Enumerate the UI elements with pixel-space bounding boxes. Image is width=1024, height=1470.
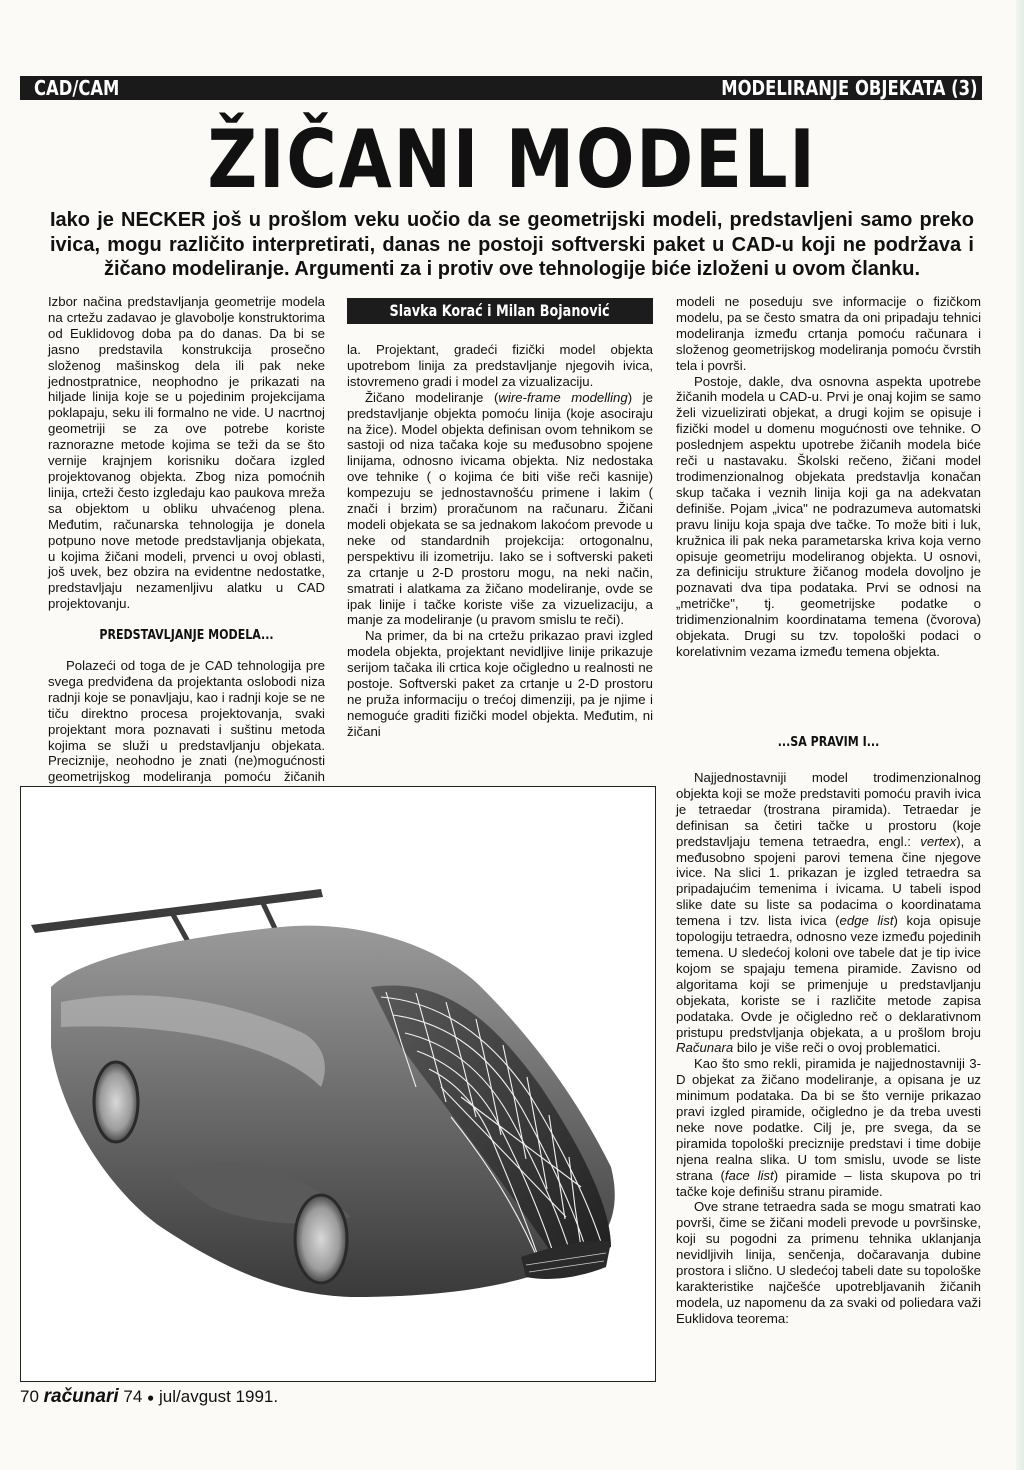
page-number: 70 <box>20 1387 39 1406</box>
text-span: ) je predstavljanje objekta pomoću linija (koje asociraju na žice). Model objekta definisan ovom tehnikom se sastoji od niza tačaka koje su međusobno spojene linijama, odnosno ivicama objekta. Niz nedostaka ove tehnike ( o kojima će biti više reči kasnije) kompezuju se jednostavnošću primene i lakim ( znači i brzim) proračunom na računaru. Žičani modeli objekata se sa jednakom lakoćom prevode u neke od standardnih projekcija: ortogonalnu, perspektivu ili izometriju. Iako se i softverski paketi za crtanje u 2-D prostoru mogu, na neki način, smatrati i alatkama za žičano modeliranje, ovde se ipak linije i tačke koriste više za vizuelizaciju, a manje za modeliranje (u pravom smislu te reči). <box>347 389 653 628</box>
term-italic: face list <box>724 1167 774 1183</box>
authors: Slavka Korać i Milan Bojanović <box>389 301 611 320</box>
text-span: ) piramide – lista skupova po tri tačke koje definišu stranu piramide. <box>676 1167 981 1199</box>
article-title: ŽIČANI MODELI <box>207 113 817 206</box>
column-2-paragraph-1: la. Projektant, gradeći fizički model objekta upotrebom linija za predstavljanje njegovih ivica, istovremeno gradi i model za vizualizaciju. <box>347 342 653 389</box>
column-3-paragraph-3 <box>676 770 981 1056</box>
column-3 <box>676 294 981 660</box>
column-3-lower <box>676 770 981 1327</box>
author-box <box>347 298 653 324</box>
front-wheel <box>295 1195 347 1283</box>
column-3-paragraph-1: modeli ne poseduju sve informacije o fizičkom modelu, pa se često smatra da oni pripadaju tehnici modeliranja između crtanja pomoću računara i složenog geometrijskog modeliranja pomoću čvrstih tela i površi. <box>676 294 981 373</box>
subhead-sa-pravim: ...SA PRAVIM I... <box>777 735 880 750</box>
issue-date: jul/avgust 1991. <box>159 1387 279 1406</box>
magazine-name: računari <box>43 1386 119 1407</box>
term-italic: wire-frame modelling <box>498 389 628 405</box>
text-span: Žičano modeliranje ( <box>365 389 499 405</box>
text-span: ) koja opisuje topologiju tetraedra, odnosno veze između pojedinih temena. U sledećoj koloni ove tabele dat je tip ivice kojom se spajaju temena piramide. Zavisno od algoritama koji se primenjuje u predstavljanju objekata, koriste se i različite metode zapisa podataka. Ovde je očigledno reč o deklarativnom pristupu predstvljanja objekata, a u prošlom broju <box>676 913 981 1040</box>
column-1-paragraph-2: Polazeći od toga de je CAD tehnologija pre svega predviđena da projektanta oslobodi niza radnji koje se ponavljaju, kao i radnji koje se ne tiču direktno procesa projektovanja, svaki projektant mora poznavati i suštinu metoda kojima se služi u predstavljanju objekata. Preciznije, neohodno je znati (ne)mogućnosti geometrijskog modeliranja pomoću žičanih <box>48 658 325 785</box>
column-1 <box>48 294 325 801</box>
series-label: MODELIRANJE OBJEKATA (3) <box>721 76 978 100</box>
bullet-icon: ● <box>147 1390 155 1405</box>
subhead-predstavljanje: PREDSTAVLJANJE MODELA... <box>99 628 274 644</box>
text-span: ), a međusobno spojeni parovi temena čine njegove ivice. Na slici 1. prikazan je izgled tetraedra sa pripadajućim temenima i ivicama. U tabeli ispod slike date su liste sa podacima o koordinatama temena i tzv. lista ivica ( <box>676 833 981 929</box>
section-label: CAD/CAM <box>34 76 120 100</box>
lead-paragraph: Iako je NECKER još u prošlom veku uočio da se geometrijski modeli, predstavljeni samo preko ivica, mogu različito interpretirati, danas ne postoji softverski paket u CAD-u koji ne podržava i žičano modeliranje. Argumenti za i protiv ove tehnologije biće izloženi u ovom članku. <box>50 209 974 280</box>
rear-wheel <box>94 1062 138 1142</box>
car-figure <box>20 786 656 1382</box>
column-2-paragraph-3: Na primer, da bi na crtežu prikazao pravi izgled modela objekta, projektant nevidljive linije prikazuje serijom tačaka ili crtica koje očigledno u realnosti ne postoje. Softverski paket za crtanje u 2-D prostoru ne pruža informaciju o trećoj dimenziji, pa je njime i nemoguće graditi fizički model objekta. Međutim, ni žičani <box>347 628 653 739</box>
text-span: Kao što smo rekli, piramida je najjednostavniji 3-D objekat za žičano modeliranje, a opisana je uz minimum podataka. Da bi se što vernije prikazao pravi izgled piramide, očigledno je da treba uvesti neke nove podatke. Cilj je, pre svega, da se piramida topološki preciznije predstavi i time dobije njena realna slika. U tom smislu, uvode se liste strana ( <box>676 1056 981 1183</box>
column-1-paragraph-1: Izbor načina predstavljanja geometrije modela na crtežu zadavao je glavobolje konstruktorima od Euklidovog doba pa do danas. Da bi se jasno predstavila konstrukcija prosečno složenog mašinskog dela ili pak neke jednostpratnice, neophodno je prikazati na hiljade linija koje se u pojedinim projekcijama poklapaju, seku ili formalno ne vide. U nacrtnoj geometriji se za ove potrebe koriste raznorazne metode kojima se teži da se što vernije krajnjem korisniku dočara izgled projektovanog objekta. Zbog niza pomoćnih linija, crteži često izgledaju kao paukova mreža sa objektom u obliku uhvaćenog plena. Međutim, računarska tehnologija je donela potpuno nove metode predstavljanja objekata, u kojima žičani modeli, prvenci u ovoj oblasti, još uvek, bez obzira na evidentne nedostatke, predstavljaju nezamenljivu alatku u CAD projektovanju. <box>48 294 325 612</box>
issue-number: 74 <box>123 1387 143 1406</box>
term-italic: edge list <box>839 913 894 929</box>
text-span: Najjednostavniji model trodimenzionalnog objekta koji se može predstaviti pomoću pravih ivica je tetraedar (trostrana piramida). Tetraedar je definisan sa četiri tačke u prostoru (koje predstavljaju temena tetraedra, engl.: <box>676 770 981 849</box>
column-2 <box>347 342 653 740</box>
page-footer <box>20 1386 278 1409</box>
column-3-paragraph-4 <box>676 1056 981 1199</box>
header-bar <box>20 76 982 100</box>
term-italic: vertex <box>920 833 957 849</box>
page-edge <box>1016 0 1024 1470</box>
text-span: bilo je više reči o ovoj problematici. <box>733 1040 941 1056</box>
column-3-paragraph-5: Ove strane tetraedra sada se mogu smatrati kao površi, čime se žičani modeli prevode u površinske, koji su pogodni za primenu tehnika uklanjanja nevidljivih linija, senčenja, dočaravanja dubine prostora i slično. U sledećoj tabeli date su topološke karakteristike najčešće upotrebljavanih žičanih modela, uz napomenu da za svaki od poliedara važi Euklidova teorema: <box>676 1199 981 1326</box>
column-2-paragraph-2 <box>347 390 653 629</box>
term-italic: Računara <box>676 1040 734 1056</box>
column-3-paragraph-2: Postoje, dakle, dva osnovna aspekta upotrebe žičanih modela u CAD-u. Prvi je onaj kojim se samo želi vizuelizirati objekat, a drugi kojim se opisuje i fizički model u domenu mogućnosti ove tehnike. O poslednjem aspektu upotrebe žičanih modela biće reči u nastavaku. Školski rečeno, žičani model trodimenzionalnog objekata predstavlja konačan skup tačaka i veznih linija koji ga na adekvatan definiše. Pojam „ivica" ne podrazumeva automatski pravu liniju koja spaja dve tačke. To može biti i luk, kružnica ili pak neka parametarska kriva koja verno opisuje geometriju modeliranog objekta. U osnovi, za definiciju strukture žičanog modela dovoljno je poznavati dva tipa podataka. Prvi se odnosi na „metričke", tj. geometrijske podatke o tridimenzionalnim koordinatama temena (čvorova) objekata. Drugi su tzv. topološki podaci o korelativnim vezama između temena objekta. <box>676 373 981 659</box>
wireframe-car-illustration <box>21 787 655 1381</box>
